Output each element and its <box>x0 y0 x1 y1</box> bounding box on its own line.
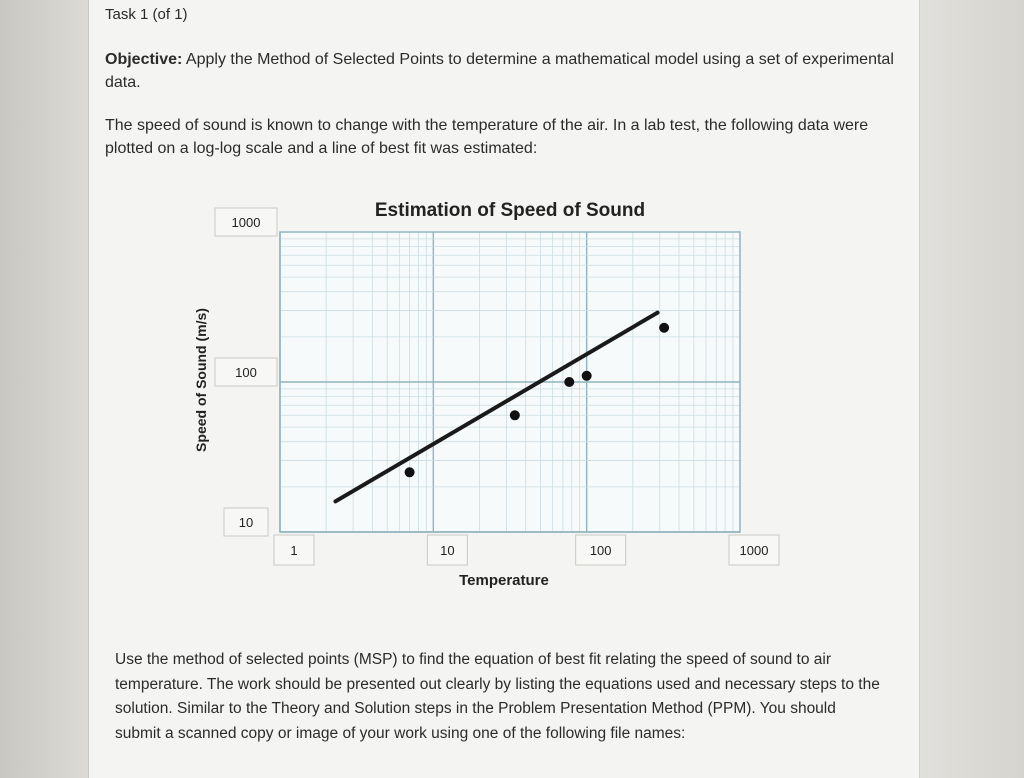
instructions-paragraph: Use the method of selected points (MSP) to find the equation of best fit relating the speed of sound to air temperature. The work should be presented out clearly by listing the equations used and necessary steps to the solution. Similar to the Theory and Solution steps in the Problem Presentation Method (PPM). You should submit a scanned copy or image of your work using one of the following file names: <box>115 651 880 742</box>
chart-title: Estimation of Speed of Sound <box>374 200 646 221</box>
objective-text: Apply the Method of Selected Points to determine a mathematical model using a set of experimental data. <box>105 51 894 91</box>
x-tick-label: 10 <box>440 543 455 558</box>
data-point <box>659 323 669 333</box>
background-left <box>0 0 88 778</box>
x-tick-label: 1 <box>290 543 298 558</box>
intro-paragraph: The speed of sound is known to change with the temperature of the air. In a lab test, the following data were plotted on a log-log scale and a line of best fit was estimated: <box>105 117 869 157</box>
y-tick-label: 1000 <box>231 215 261 230</box>
chart <box>88 0 918 640</box>
x-tick-label: 100 <box>589 543 612 558</box>
y-tick-label: 10 <box>238 515 254 530</box>
background-right <box>918 0 1024 778</box>
y-axis-label: Speed of Sound (m/s) <box>193 308 209 452</box>
data-point <box>582 371 592 381</box>
task-title: Task 1 (of 1) <box>105 6 188 23</box>
y-tick-label: 100 <box>235 365 257 380</box>
x-axis-label: Temperature <box>459 572 549 589</box>
data-point <box>405 467 415 477</box>
x-tick-label: 1000 <box>739 543 769 558</box>
data-point <box>564 377 574 387</box>
objective-label: Objective: <box>105 51 183 68</box>
data-point <box>510 410 520 420</box>
chart-grid <box>280 232 740 532</box>
